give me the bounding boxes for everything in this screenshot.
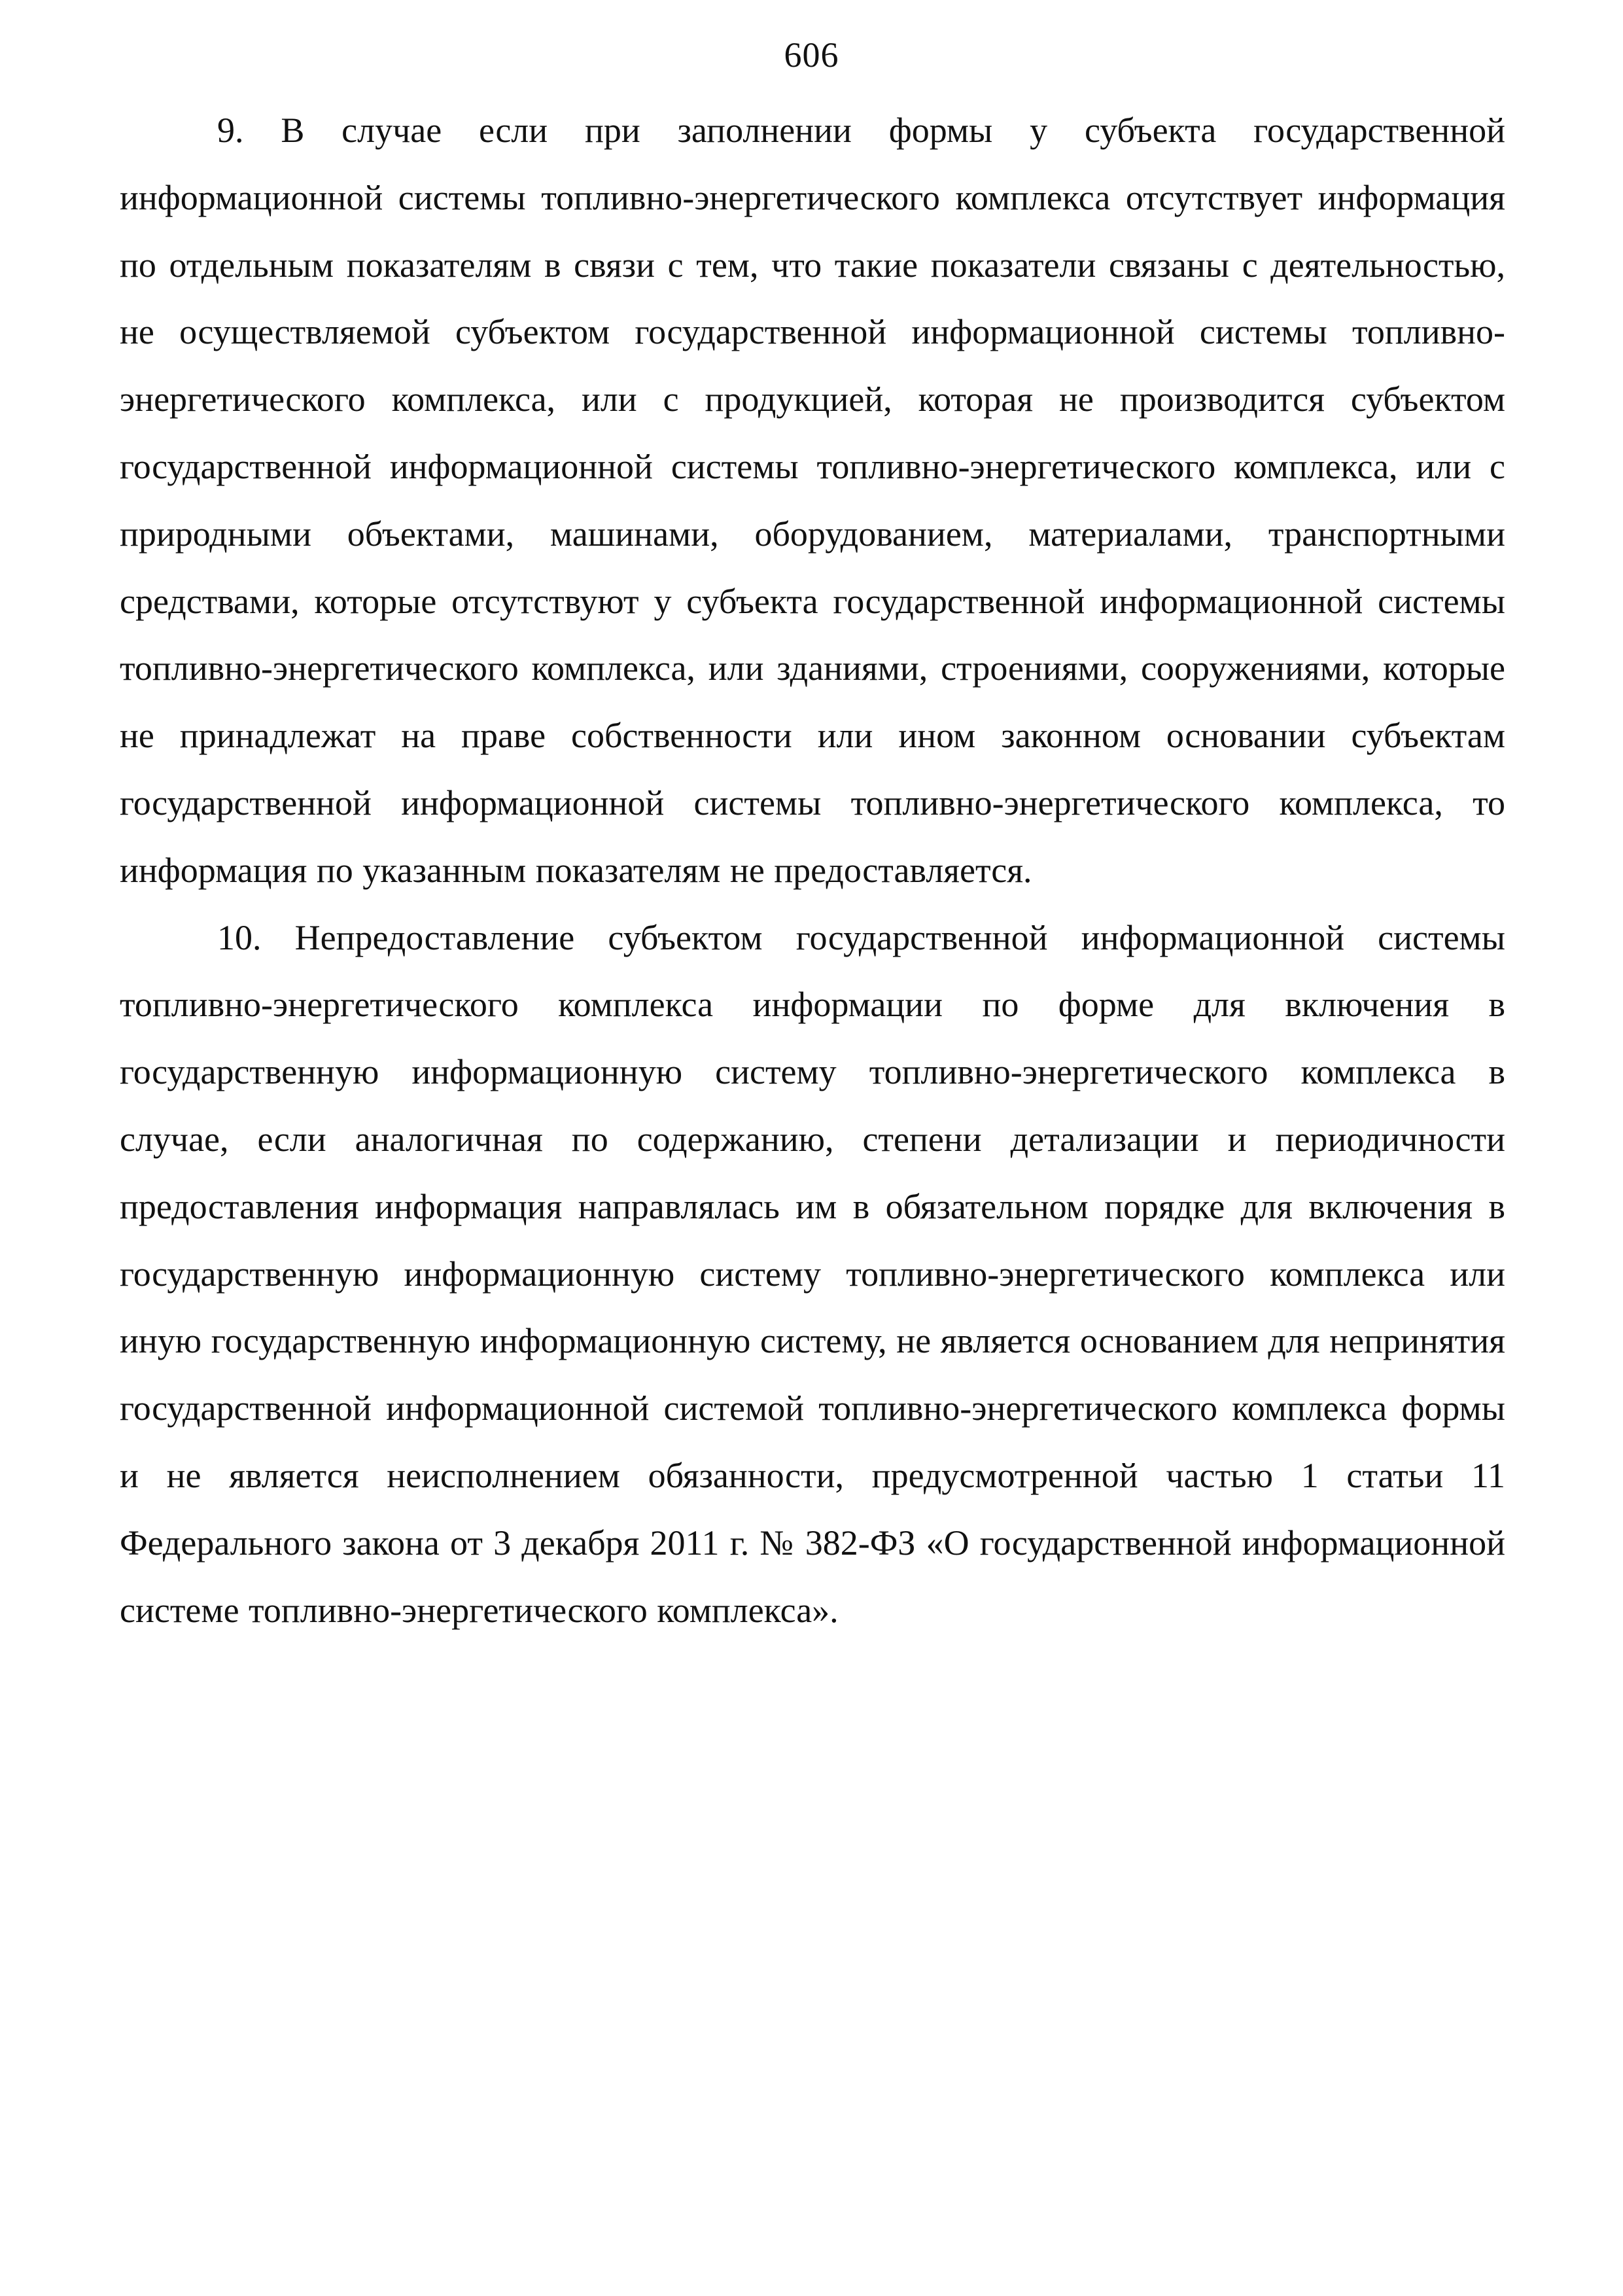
paragraph-9: 9. В случае если при заполнении формы у субъекта государственной информационной системы топливно-энергетического комплекса отсутствует информация по отдельным показателям в связи с тем, что такие показатели связаны с деятельностью, не осуществляемой субъектом государственной информационной системы топливно-энергетического комплекса, или с продукцией, которая не производится субъектом государственной информационной системы топливно-энергетического комплекса, или с природными объектами, машинами, оборудованием, материалами, транспортными средствами, которые отсутствуют у субъекта государственной информационной системы топливно-энергетического комплекса, или зданиями, строениями, сооружениями, которые не принадлежат на праве собственности или ином законном основании субъектам государственной информационной системы топливно-энергетического комплекса, то информация по указанным показателям не предоставляется. [120, 111, 1505, 890]
paragraph-10: 10. Непредоставление субъектом государственной информационной системы топливно-энергетического комплекса информации по форме для включения в государственную информационную систему топливно-энергетического комплекса в случае, если аналогичная по содержанию, степени детализации и периодичности предоставления информация направлялась им в обязательном порядке для включения в государственную информационную систему топливно-энергетического комплекса или иную государственную информационную систему, не является основанием для непринятия государственной информационной системой топливно-энергетического комплекса формы и не является неисполнением обязанности, предусмотренной частью 1 статьи 11 Федерального закона от 3 декабря 2011 г. № 382-ФЗ «О государственной информационной системе топливно-энергетического комплекса». [120, 917, 1505, 1630]
page-number: 606 [784, 35, 839, 75]
body-text [120, 97, 1505, 1644]
